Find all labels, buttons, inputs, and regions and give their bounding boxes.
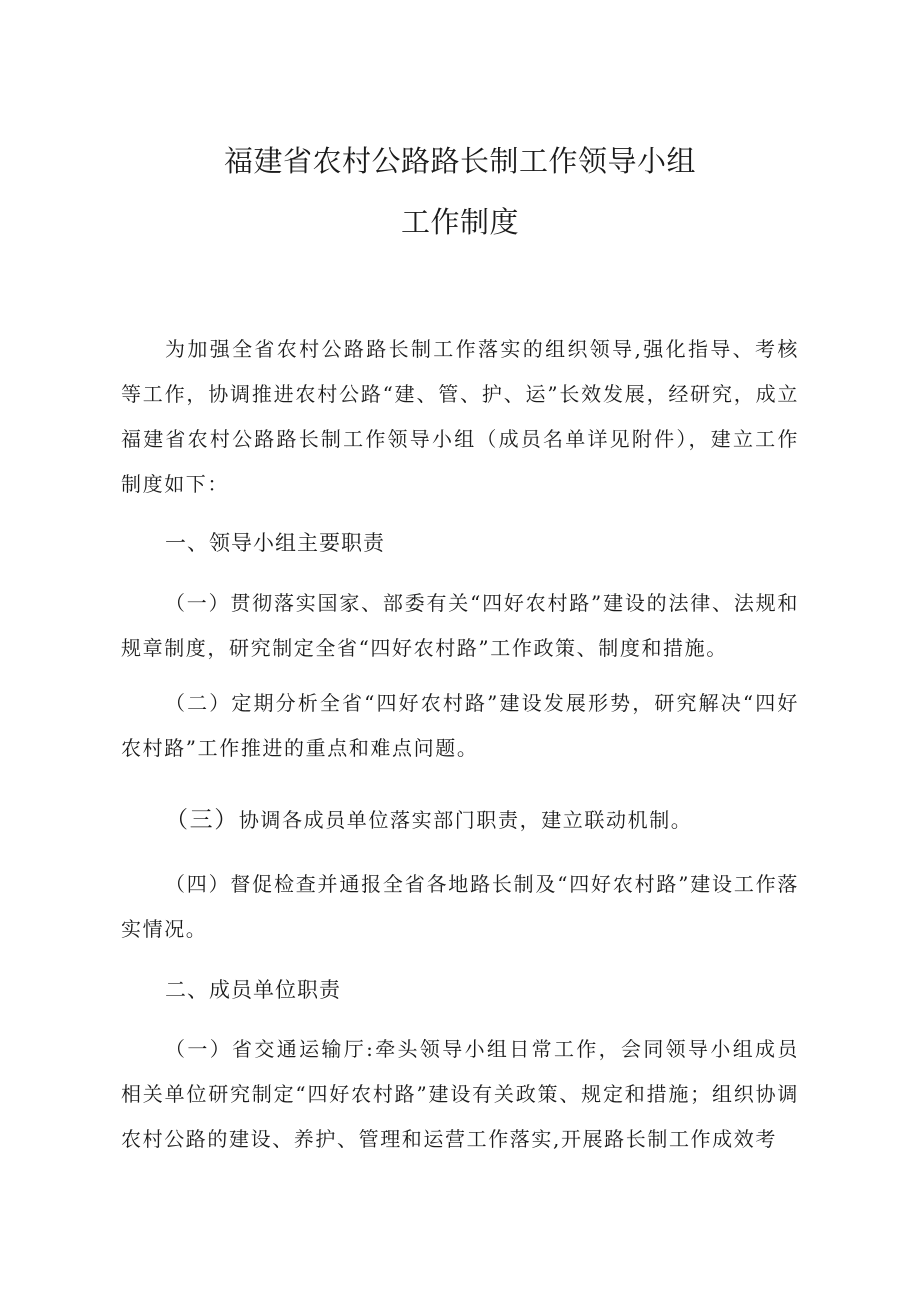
section2-item-1: （一）省交通运输厅:牵头领导小组日常工作，会同领导小组成员相关单位研究制定“四好农村路”建设有关政策、规定和措施；组织协调农村公路的建设、养护、管理和运营工作落实,开展路长制工作成效考 — [121, 1037, 799, 1151]
section1-item-1: （一）贯彻落实国家、部委有关“四好农村路”建设的法律、法规和规章制度，研究制定全省“四好农村路”工作政策、制度和措施。 — [121, 591, 799, 660]
section1-item-4: （四）督促检查并通报全省各地路长制及“四好农村路”建设工作落实情况。 — [121, 872, 799, 941]
section1-item-3-text: 协调各成员单位落实部门职责，建立联动机制。 — [238, 808, 693, 832]
section1-item-3-marker: （三） — [165, 807, 239, 833]
document-title-line2: 工作制度 — [400, 205, 519, 239]
section1-heading: 一、领导小组主要职责 — [165, 531, 385, 555]
intro-paragraph: 为加强全省农村公路路长制工作落实的组织领导,强化指导、考核等工作，协调推进农村公路“建、管、护、运”长效发展，经研究，成立福建省农村公路路长制工作领导小组（成员名单详见附件），建立工作制度如下： — [121, 337, 799, 496]
document-title-line1: 福建省农村公路路长制工作领导小组 — [223, 144, 696, 178]
section1-item-2: （二）定期分析全省“四好农村路”建设发展形势，研究解决“四好农村路”工作推进的重点和难点问题。 — [121, 691, 799, 760]
section1-item-3 — [121, 798, 799, 843]
section2-heading: 二、成员单位职责 — [165, 978, 341, 1002]
